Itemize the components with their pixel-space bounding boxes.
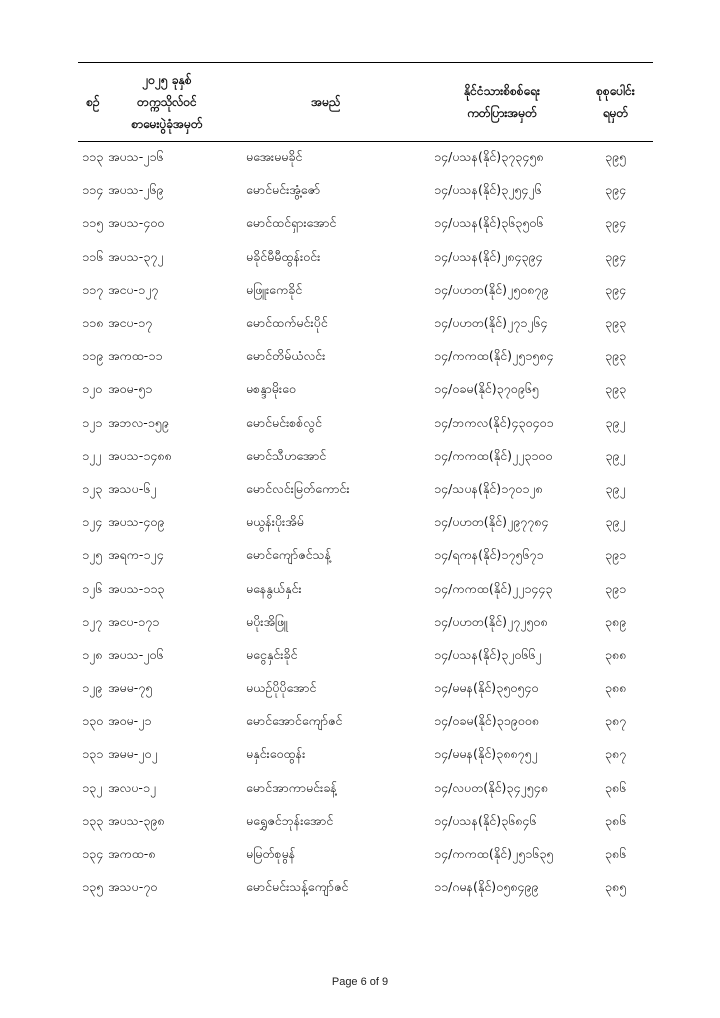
cell-serial-no: ၁၁၄ [82,182,104,198]
cell-nrc: ၁၄/မမန(နိုင်)၃၅၀၅၄၀ [434,680,539,696]
results-table [78,62,653,905]
cell-exam-seat-no: အကထ-၁၁ [108,348,163,364]
cell-serial-no: ၁၂၉ [82,680,103,696]
cell-name: မောင်ထက်မင်းပိုင် [246,315,328,331]
table-header [78,63,653,142]
cell-total-marks: ၃၉၁ [604,547,627,563]
cell-exam-seat-no: အမမ-၇၅ [108,680,153,696]
cell-total-marks: ၃၈၆ [604,812,627,828]
cell-name: မောင်မင်းသန့်ကျော်ဇင် [246,879,349,895]
cell-name: မပိုးအိဖြူ [246,613,288,629]
cell-name: မယွန်းပိုးအိမ် [246,514,304,530]
cell-nrc: ၁၄/ပဟတ(နိုင်)၂၇၂၅၀၈ [434,613,548,629]
cell-name: မနှင်းဝေထွန်း [246,746,306,762]
cell-total-marks: ၃၉၂ [605,514,626,530]
cell-total-marks: ၃၉၂ [605,480,626,496]
header-name: အမည် [226,63,426,142]
cell-total-marks: ၃၈၈ [604,646,627,662]
table-row [78,507,653,540]
table-row [78,607,653,640]
cell-serial-no: ၁၃၁ [82,746,104,762]
cell-exam-seat-no: အပသ-၄၀၉ [108,514,165,530]
cell-exam-seat-no: အလပ-၁၂ [108,779,157,795]
cell-nrc: ၁၁/ဂမန(နိုင်)၀၅၈၄၉၉ [434,879,539,895]
table-row [78,872,653,905]
table-row [78,806,653,839]
cell-exam-seat-no: အကထ-၈ [108,846,156,862]
cell-nrc: ၁၄/မမန(နိုင်)၃၈၈၇၅၂ [434,746,538,762]
cell-total-marks: ၃၉၄ [604,281,627,297]
cell-name: မငွေနှင်းခိုင် [246,646,298,662]
cell-nrc: ၁၄/ပသန(နိုင်)၃၂၅၄၂၆ [434,182,542,198]
table-row [78,408,653,441]
cell-nrc: ၁၄/ပသန(နိုင်)၂၈၄၃၉၄ [434,248,543,264]
cell-exam-seat-no: အငပ-၁၇ [108,315,153,331]
header-nrc-line-1: နိုင်ငံသားစိစစ်ရေး [464,84,540,98]
table-row [78,773,653,806]
cell-serial-no: ၁၂၂ [82,447,102,463]
cell-total-marks: ၃၉၃ [604,381,627,397]
table-row [78,640,653,673]
header-nrc [426,63,578,142]
cell-total-marks: ၃၉၄ [604,248,627,264]
cell-nrc: ၁၄/ဝခမ(နိုင်)၃၁၉၀၀၈ [434,713,539,729]
table-row [78,474,653,507]
table-row [78,673,653,706]
cell-serial-no: ၁၁၈ [82,315,104,331]
cell-nrc: ၁၄/ပသန(နိုင်)၃၆၈၄၆ [434,812,537,828]
cell-total-marks: ၃၉၃ [604,315,627,331]
table-row [78,341,653,374]
cell-nrc: ၁၄/ကကထ(နိုင်)၂၂၃၁၀၀ [434,447,553,463]
cell-serial-no: ၁၂၁ [82,414,103,430]
table-row [78,308,653,341]
cell-serial-no: ၁၁၅ [82,215,104,231]
cell-total-marks: ၃၉၅ [604,149,627,165]
cell-nrc: ၁၄/ပသန(နိုင်)၃၂၀၆၆၂ [434,646,542,662]
cell-name: မနေနွယ်နှင်း [246,580,302,596]
cell-nrc: ၁၄/ကကထ(နိုင်)၂၂၁၄၄၃ [434,580,553,596]
cell-serial-no: ၁၂၈ [82,646,103,662]
cell-exam-seat-no: အပသ-၂၁၆ [108,149,164,165]
cell-nrc: ၁၄/ပသန(နိုင်)၃၇၃၄၅၈ [434,149,544,165]
cell-name: မယဉ်ပိုပိုအောင် [246,680,317,696]
cell-exam-seat-no: အသပ-၇၀ [108,879,158,895]
table-row [78,839,653,872]
cell-exam-seat-no: အပသ-၁၄၈၈ [108,447,172,463]
cell-total-marks: ၃၉၁ [604,580,627,596]
cell-total-marks: ၃၈၇ [604,746,627,762]
cell-name: မောင်လင်းမြတ်ကောင်း [246,480,350,496]
cell-nrc: ၁၄/လပတ(နိုင်)၃၄၂၅၄၈ [434,779,548,795]
cell-total-marks: ၃၈၇ [604,713,627,729]
cell-exam-seat-no: အပသ-၂၀၆ [108,646,164,662]
cell-name: မောင်သီဟအောင် [246,447,327,463]
cell-total-marks: ၃၈၉ [604,613,627,629]
cell-nrc: ၁၄/ဘကလ(နိုင်)၄၃၀၄၀၁ [434,414,554,430]
header-total-marks-line-2: ရမှတ် [602,106,629,120]
table-row [78,275,653,308]
cell-serial-no: ၁၃၀ [82,713,104,729]
cell-serial-no: ၁၂၀ [82,381,103,397]
cell-name: မဖြူးကေခိုင် [246,281,303,297]
cell-total-marks: ၃၈၆ [604,779,627,795]
cell-serial-no: ၁၂၃ [82,480,103,496]
cell-name: မမြတ်စုမွန် [246,846,296,862]
header-exam-seat-line-2: တက္ကသိုလ်ဝင် [137,95,197,109]
table-row [78,706,653,739]
cell-name: မောင်အာကာမင်းခန့် [246,779,337,795]
table-row [78,208,653,241]
cell-exam-seat-no: အငပ-၁၂၇ [108,281,159,297]
cell-nrc: ၁၄/ဝခမ(နိုင်)၃၇၀၉၆၅ [434,381,539,397]
cell-nrc: ၁၄/ပဟတ(နိုင်)၂၇၁၂၆၄ [434,315,548,331]
table-body [78,142,653,906]
header-exam-seat-line-3: စာမေးပွဲခုံအမှတ် [131,117,203,131]
cell-serial-no: ၁၃၅ [82,879,104,895]
cell-serial-no: ၁၁၉ [82,348,104,364]
cell-name: မောင်တိမ်ယံလင်း [246,348,326,364]
cell-total-marks: ၃၉၂ [605,414,626,430]
cell-name: မောင်ကျော်ဇင်သန့် [246,547,332,563]
cell-serial-no: ၁၁၆ [82,248,104,264]
table-row [78,441,653,474]
cell-total-marks: ၃၈၅ [604,879,627,895]
cell-total-marks: ၃၉၃ [604,348,627,364]
cell-serial-no: ၁၁၇ [82,281,104,297]
cell-total-marks: ၃၈၈ [604,680,627,696]
cell-serial-no: ၁၁၃ [82,149,104,165]
cell-exam-seat-no: အပသ-၄၀၀ [108,215,165,231]
table-row [78,175,653,208]
table-row [78,374,653,407]
cell-exam-seat-no: အပသ-၃၇၂ [108,248,164,264]
cell-name: မရွှေဇင်ဘုန်းအောင် [246,812,334,828]
cell-serial-no: ၁၂၅ [82,547,103,563]
table-row [78,540,653,573]
cell-total-marks: ၃၉၂ [605,447,626,463]
cell-serial-no: ၁၂၆ [82,580,103,596]
cell-name: မခိုင်မီမီထွန်းဝင်း [246,248,321,264]
header-total-marks-line-1: စုစုပေါင်း [596,84,635,98]
cell-serial-no: ၁၂၄ [82,514,103,530]
header-exam-seat-line-1: ၂၀၂၅ ခုနှစ် [142,73,192,87]
cell-total-marks: ၃၈၆ [604,846,627,862]
cell-exam-seat-no: အရက-၁၂၄ [108,547,164,563]
cell-nrc: ၁၄/ပဟတ(နိုင်)၂၉၇၇၈၄ [434,514,549,530]
cell-name: မောင်ထင်ရှားအောင် [246,215,337,231]
cell-name: မောင်မင်းစစ်လွင် [246,414,322,430]
cell-exam-seat-no: အဝမ-၅၁ [108,381,153,397]
cell-name: မောင်အောင်ကျော်ဇင် [246,713,343,729]
cell-name: မစန္ဒာမိုးဝေ [246,381,296,397]
cell-total-marks: ၃၉၄ [604,182,627,198]
cell-name: မောင်မင်းအွံ့ဇော် [246,182,321,198]
cell-nrc: ၁၄/ကကထ(နိုင်)၂၅၁၆၃၅ [434,846,554,862]
cell-exam-seat-no: အပသ-၂၆၉ [108,182,164,198]
cell-nrc: ၁၄/ပဟတ(နိုင်)၂၅၀၈၇၉ [434,281,549,297]
header-nrc-line-2: ကတ်ပြားအမှတ် [467,106,537,120]
cell-exam-seat-no: အပသ-၁၁၃ [108,580,165,596]
cell-exam-seat-no: အငပ-၁၇၁ [108,613,160,629]
table-row [78,242,653,275]
header-exam-seat-no [108,63,226,142]
cell-exam-seat-no: အမမ-၂၀၂ [108,746,158,762]
cell-serial-no: ၁၃၃ [82,812,104,828]
cell-serial-no: ၁၂၇ [82,613,103,629]
cell-serial-no: ၁၃၂ [82,779,103,795]
cell-nrc: ၁၄/ရကန(နိုင်)၁၇၅၆၇၁ [434,547,544,563]
table-row [78,142,653,176]
cell-name: မအေးမမခိုင် [246,149,303,165]
cell-exam-seat-no: အသပ-၆၂ [108,480,157,496]
cell-nrc: ၁၄/သပန(နိုင်)၁၇၀၁၂၈ [434,480,543,496]
header-serial-no: စဉ် [78,63,108,142]
table-row [78,739,653,772]
table-row [78,573,653,606]
header-total-marks [578,63,653,142]
cell-exam-seat-no: အဘလ-၁၅၉ [108,414,169,430]
cell-serial-no: ၁၃၄ [82,846,104,862]
cell-total-marks: ၃၉၄ [604,215,627,231]
page-number: Page 6 of 9 [331,976,389,988]
cell-nrc: ၁၄/ကကထ(နိုင်)၂၅၁၅၈၄ [434,348,554,364]
cell-nrc: ၁၄/ပသန(နိုင်)၃၆၃၅၀၆ [434,215,544,231]
cell-exam-seat-no: အဝမ-၂၁ [108,713,152,729]
cell-exam-seat-no: အပသ-၃၉၈ [108,812,165,828]
